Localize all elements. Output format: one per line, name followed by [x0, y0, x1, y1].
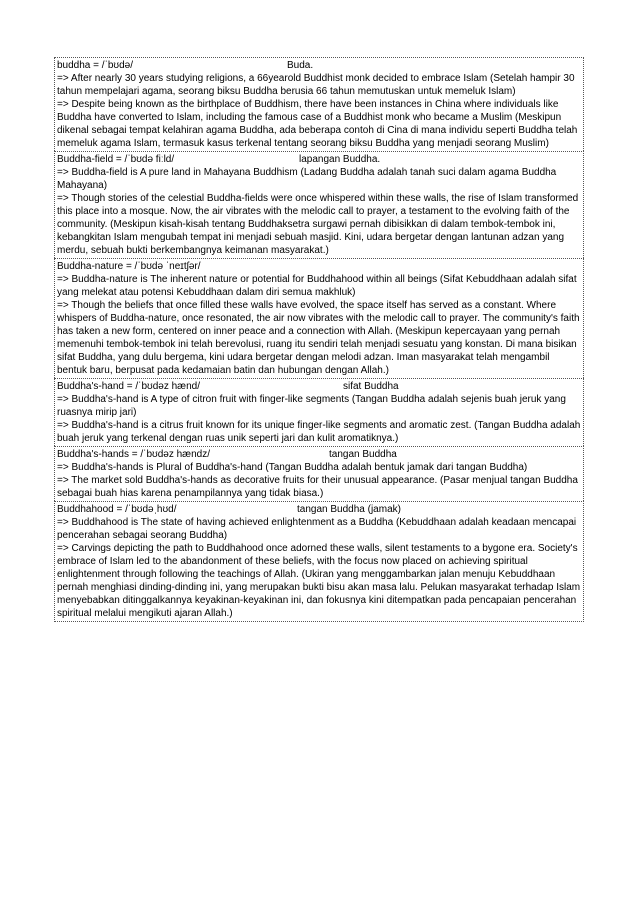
dictionary-entry [54, 446, 584, 501]
entry-paragraph: => Carvings depicting the path to Buddhahood once adorned these walls, silent testaments to a bygone era. Society's embrace of Islam led to the abandonment of these beliefs, with the focus now placed on achieving spiritual enlightenment through following the teachings of Allah. (Ukiran yang menggambarkan jalan menuju Kebuddhaan pernah menghiasi dinding-dinding ini, yang merupakan bukti bisu akan masa lalu. Pelukan masyarakat terhadap Islam menyebabkan ditinggalkannya keyakinan-keyakinan ini, dan fokusnya kini ditempatkan pada pencapaian pencerahan spiritual melalui mengikuti ajaran Allah.) [57, 543, 581, 619]
entry-term: Buddha's-hands = /ˈbʊdəz hændz/ [57, 449, 210, 460]
entry-term: buddha = /ˈbʊdə/ [57, 60, 134, 71]
entry-heading [57, 503, 582, 516]
entry-translation: tangan Buddha [329, 449, 397, 460]
entry-term: Buddhahood = /ˈbʊdəˌhʊd/ [57, 504, 177, 515]
entry-paragraph: => The market sold Buddha's-hands as decorative fruits for their unusual appearance. (Pasar menjual tangan Buddha sebagai buah hias karena penampilannya yang tidak biasa.) [57, 475, 578, 499]
document-page [54, 57, 584, 622]
entry-term: Buddha-field = /ˈbʊdə fiːld/ [57, 154, 175, 165]
entry-heading [57, 153, 582, 166]
entry-heading [57, 59, 582, 72]
entry-heading [57, 380, 582, 393]
entry-term: Buddha-nature = /ˈbʊdə ˈneɪtʃər/ [57, 261, 201, 272]
entry-paragraph: => Buddha's-hands is Plural of Buddha's-hand (Tangan Buddha adalah bentuk jamak dari tangan Buddha) [57, 462, 528, 473]
entry-heading [57, 260, 582, 273]
entry-paragraph: => Though the beliefs that once filled these walls have evolved, the space itself has served as a constant. Where whispers of Buddha-nature, once resonated, the air now vibrates with the melodic call to prayer. The community's faith has taken a new form, centered on inner peace and a connection with Allah. (Meskipun kepercayaan yang pernah memenuhi tembok-tembok ini telah berevolusi, ruang itu sendiri telah menjadi sesuatu yang konstan. Di mana bisikan sifat Buddha, yang dulu bergema, kini udara bergetar dengan melodi adzan. Iman masyarakat telah mengambil bentuk baru, berpusat pada kedamaian batin dan hubungan dengan Allah.) [57, 300, 580, 376]
entry-paragraph: => Buddha-field is A pure land in Mahayana Buddhism (Ladang Buddha adalah tanah suci dalam agama Buddha Mahayana) [57, 167, 557, 191]
entry-paragraph: => Despite being known as the birthplace of Buddhism, there have been instances in China where individuals like Buddha have converted to Islam, including the famous case of a Buddhist monk who became a Muslim (Meskipun dikenal sebagai tempat kelahiran agama Buddha, ada beberapa contoh di Cina di mana individu seperti Buddha telah memeluk agama Islam, termasuk kasus terkenal tentang seorang biksu Buddha yang menjadi seorang Muslim) [57, 99, 578, 149]
entry-paragraph: => Buddha's-hand is A type of citron fruit with finger-like segments (Tangan Buddha adalah sejenis buah jeruk yang ruasnya mirip jari) [57, 394, 566, 418]
entry-paragraph: => Buddha's-hand is a citrus fruit known for its unique finger-like segments and aromatic zest. (Tangan Buddha adalah buah jeruk yang terkenal dengan ruas unik seperti jari dan kulit aromatiknya.) [57, 420, 581, 444]
dictionary-entry [54, 378, 584, 446]
dictionary-entry [54, 57, 584, 151]
dictionary-entry [54, 501, 584, 622]
entry-paragraph: => After nearly 30 years studying religions, a 66yearold Buddhist monk decided to embrace Islam (Setelah hampir 30 tahun mempelajari agama, seorang biksu Buddha berusia 66 tahun memutuskan untuk memeluk Islam) [57, 73, 575, 97]
entry-translation: tangan Buddha (jamak) [297, 504, 401, 515]
entry-paragraph: => Buddhahood is The state of having achieved enlightenment as a Buddha (Kebuddhaan adalah keadaan mencapai pencerahan sebagai seorang Buddha) [57, 517, 577, 541]
entry-translation: Buda. [287, 60, 314, 71]
entry-heading [57, 448, 582, 461]
entry-paragraph: => Though stories of the celestial Buddha-fields were once whispered within these walls, the rise of Islam transformed this place into a mosque. Now, the air vibrates with the melodic call to prayer, a testament to the evolving faith of the community. (Meskipun kisah-kisah tentang Buddhaksetra surgawi pernah dibisikkan di dalam tembok-tembok ini, kebangkitan Islam mengubah tempat ini menjadi sebuah masjid. Kini, udara bergetar dengan lantunan adzan yang merdu, sebuah bukti berkembangnya keimanan masyarakat.) [57, 193, 579, 256]
entry-paragraph: => Buddha-nature is The inherent nature or potential for Buddhahood within all beings (Sifat Kebuddhaan adalah sifat yang melekat atau potensi Kebuddhaan dalam diri semua makhluk) [57, 274, 577, 298]
entry-translation: sifat Buddha [343, 381, 399, 392]
dictionary-entry [54, 258, 584, 378]
dictionary-entry [54, 151, 584, 258]
entry-term: Buddha's-hand = /ˈbʊdəz hænd/ [57, 381, 200, 392]
entry-translation: lapangan Buddha. [299, 154, 381, 165]
